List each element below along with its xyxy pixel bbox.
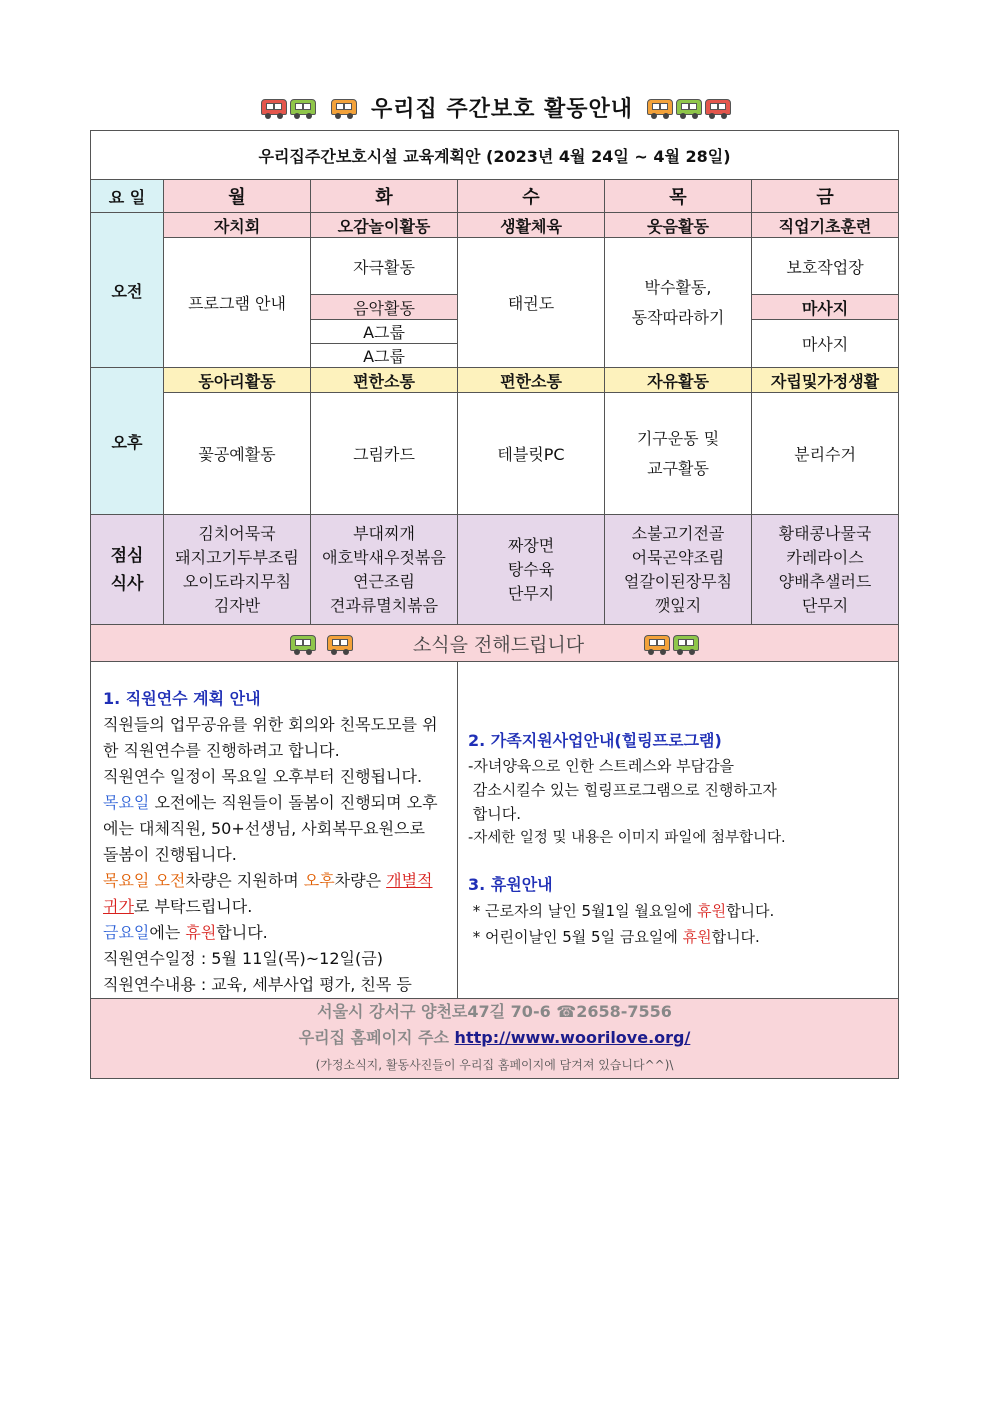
am-label: 오전: [91, 213, 164, 368]
day-tue: 화: [311, 180, 458, 213]
sec3-title: 3. 휴원안내: [468, 875, 553, 894]
am-tue-4: A그룹: [311, 344, 458, 368]
sec2-r4: -자세한 일정 및 내용은 이미지 파일에 첨부합니다.: [468, 830, 786, 846]
pm-header-tue: 편한소통: [311, 368, 458, 393]
sec3-h2: * 어린이날인 5월 5일 금요일에 휴원합니다.: [468, 928, 760, 946]
plan-heading: 우리집주간보호시설 교육계획안 (2023년 4월 24일 ~ 4월 28일): [91, 131, 899, 180]
train-icon-right: [647, 99, 731, 115]
pm-thu: 기구운동 및 교구활동: [605, 393, 752, 515]
sec1-p3: 목요일 오전에는 직원들이 돌봄이 진행되며 오후에는 대체직원, 50+선생님, 사회복무요원으로 돌봄이 진행됩니다.: [103, 793, 438, 864]
notice-right: [458, 662, 899, 999]
am-tue-2-head: 음악활동: [311, 295, 458, 320]
lunch-thu: 소불고기전골 어묵곤약조림 얼갈이된장무침 깻잎지: [605, 515, 752, 625]
day-fri: 금: [752, 180, 899, 213]
days-label: 요 일: [91, 180, 164, 213]
am-wed: 태권도: [458, 238, 605, 368]
title-text: 우리집 주간보호 활동안내: [370, 96, 634, 122]
am-header-mon: 자치회: [164, 213, 311, 238]
notice-left: [91, 662, 458, 999]
pm-header-fri: 자립및가정생활: [752, 368, 899, 393]
pm-mon: 꽃공예활동: [164, 393, 311, 515]
am-tue-1: 자극활동: [311, 238, 458, 295]
train-icon-left: [261, 99, 357, 115]
am-header-fri: 직업기초훈련: [752, 213, 899, 238]
weekly-plan-table: [90, 130, 899, 1079]
sec2-r3: 합니다.: [468, 805, 522, 823]
sec1-p5: 금요일에는 휴원합니다.: [103, 923, 268, 942]
am-fri-1: 보호작업장: [752, 238, 899, 295]
sec1-p2: 직원연수 일정이 목요일 오후부터 진행됩니다.: [103, 767, 423, 786]
lunch-mon: 김치어묵국 돼지고기두부조림 오이도라지무침 김자반: [164, 515, 311, 625]
footer-note: (가정소식지, 활동사진들이 우리집 홈페이지에 담겨져 있습니다^^)\: [315, 1058, 674, 1072]
pm-header-mon: 동아리활동: [164, 368, 311, 393]
sec1-p7: 직원연수내용 : 교육, 세부사업 평가, 친목 등: [103, 975, 412, 994]
sec2-r2: 감소시킬수 있는 힐링프로그램으로 진행하고자: [468, 781, 777, 799]
am-fri-2-head: 마사지: [752, 295, 899, 320]
am-header-thu: 웃음활동: [605, 213, 752, 238]
am-header-tue: 오감놀이활동: [311, 213, 458, 238]
sec2-r1: -자녀양육으로 인한 스트레스와 부담감을: [468, 757, 735, 775]
pm-tue: 그림카드: [311, 393, 458, 515]
am-mon: 프로그램 안내: [164, 238, 311, 368]
train-icon-news-left: [290, 635, 353, 651]
footer-address: 서울시 강서구 양천로47길 70-6 ☎2658-7556: [317, 1002, 672, 1021]
lunch-fri: 황태콩나물국 카레라이스 양배추샐러드 단무지: [752, 515, 899, 625]
am-header-wed: 생활체육: [458, 213, 605, 238]
lunch-tue: 부대찌개 애호박새우젓볶음 연근조림 견과류멸치볶음: [311, 515, 458, 625]
train-icon-news-right: [644, 635, 699, 651]
sec1-p1: 직원들의 업무공유를 위한 회의와 친목도모를 위한 직원연수를 진행하려고 합니다.: [103, 715, 438, 760]
news-heading-text: 소식을 전해드립니다: [412, 633, 585, 656]
day-thu: 목: [605, 180, 752, 213]
pm-fri: 분리수거: [752, 393, 899, 515]
sec1-p6: 직원연수일정 : 5월 11일(목)~12일(금): [103, 949, 383, 968]
sec1-title: 1. 직원연수 계획 안내: [103, 689, 261, 708]
news-heading: [91, 625, 899, 662]
sec1-p4: 목요일 오전차량은 지원하며 오후차량은 개별적 귀가로 부탁드립니다.: [103, 871, 433, 916]
day-wed: 수: [458, 180, 605, 213]
footer: [91, 999, 899, 1079]
sec2-title: 2. 가족지원사업안내(힐링프로그램): [468, 731, 722, 750]
pm-header-wed: 편한소통: [458, 368, 605, 393]
pm-label: 오후: [91, 368, 164, 515]
sec3-h1: * 근로자의 날인 5월1일 월요일에 휴원합니다.: [468, 902, 775, 920]
pm-wed: 테블릿PC: [458, 393, 605, 515]
footer-homepage: 우리집 홈페이지 주소 http://www.woorilove.org/: [298, 1028, 691, 1047]
lunch-label: 점심 식사: [91, 515, 164, 625]
am-thu: 박수활동, 동작따라하기: [605, 238, 752, 368]
am-tue-3: A그룹: [311, 320, 458, 344]
lunch-wed: 짜장면 탕수육 단무지: [458, 515, 605, 625]
am-fri-3: 마사지: [752, 320, 899, 368]
homepage-link[interactable]: http://www.woorilove.org/: [454, 1028, 691, 1047]
day-mon: 월: [164, 180, 311, 213]
document-title: [0, 84, 992, 130]
pm-header-thu: 자유활동: [605, 368, 752, 393]
